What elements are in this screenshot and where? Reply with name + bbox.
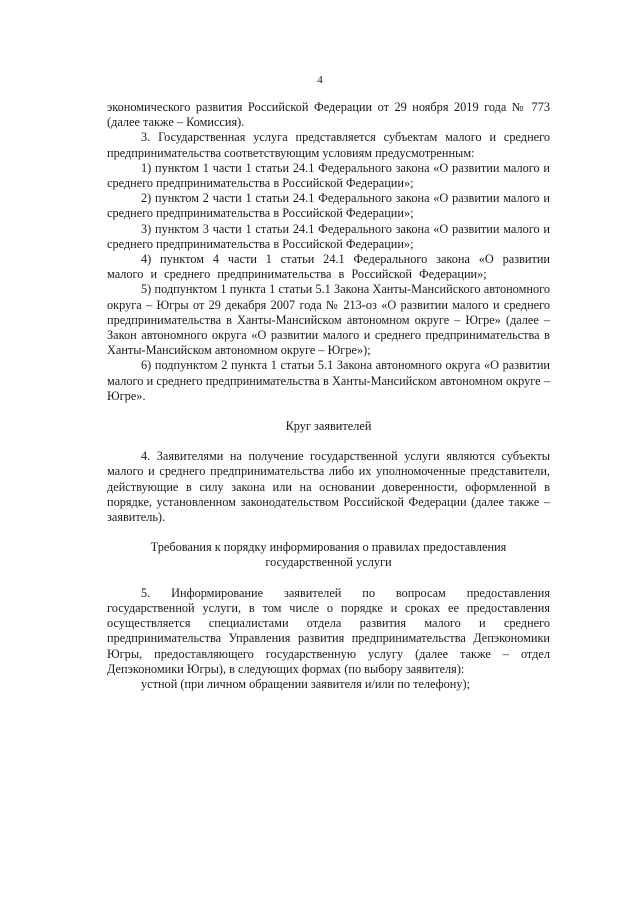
- list-item-4: 4) пунктом 4 части 1 статьи 24.1 Федерального закона «О развитии малого и среднего предпринимательства в Российской Федерации»;: [107, 252, 550, 282]
- page-body: [107, 100, 550, 692]
- section-heading-information-line1: Требования к порядку информирования о правилах предоставления: [150, 540, 507, 555]
- paragraph-4: 4. Заявителями на получение государственной услуги являются субъекты малого и среднего предпринимательства либо их уполномоченные представители, действующие в силу закона или на основании доверенности, оформленной в порядке, установленном законодательством Российской Федерации (далее также – заявитель).: [107, 449, 550, 525]
- section-heading-applicants: Круг заявителей: [285, 419, 372, 434]
- page-number: 4: [317, 74, 323, 86]
- paragraph-3: 3. Государственная услуга представляется субъектам малого и среднего предпринимательства соответствующим условиям предусмотренным:: [107, 130, 550, 160]
- paragraph-continuation: экономического развития Российской Федерации от 29 ноября 2019 года № 773 (далее также – Комиссия).: [107, 100, 550, 130]
- form-item-oral: устной (при личном обращении заявителя и/или по телефону);: [141, 676, 471, 691]
- list-item-2: 2) пунктом 2 части 1 статьи 24.1 Федерального закона «О развитии малого и среднего предпринимательства в Российской Федерации»;: [107, 191, 550, 221]
- list-item-6: 6) подпунктом 2 пункта 1 статьи 5.1 Закона автономного округа «О развитии малого и среднего предпринимательства в Ханты-Мансийском автономном округе – Югре».: [107, 358, 550, 403]
- list-item-1: 1) пунктом 1 части 1 статьи 24.1 Федерального закона «О развитии малого и среднего предпринимательства в Российской Федерации»;: [107, 160, 550, 191]
- list-item-3: 3) пунктом 3 части 1 статьи 24.1 Федерального закона «О развитии малого и среднего предпринимательства в Российской Федерации»;: [107, 221, 550, 251]
- section-heading-information-line2: государственной услуги: [265, 555, 392, 570]
- list-item-5: 5) подпунктом 1 пункта 1 статьи 5.1 Закона Ханты-Мансийского автономного округа – Югры от 29 декабря 2007 года № 213-оз «О развитии малого и среднего предпринимательства в Ханты-Мансийском автономном округе – Югре» (далее – Закон автономного округа «О развитии малого и среднего предпринимательства в Ханты-Мансийском автономном округе – Югре»);: [107, 282, 550, 358]
- paragraph-5: 5. Информирование заявителей по вопросам предоставления государственной услуги, в том числе о порядке и сроках ее предоставления осуществляется специалистами отдела развития малого и среднего предпринимательства Управления развития предпринимательства Депэкономики Югры, предоставляющего государственную услугу (далее также – отдел Депэкономики Югры), в следующих формах (по выбору заявителя):: [107, 585, 550, 676]
